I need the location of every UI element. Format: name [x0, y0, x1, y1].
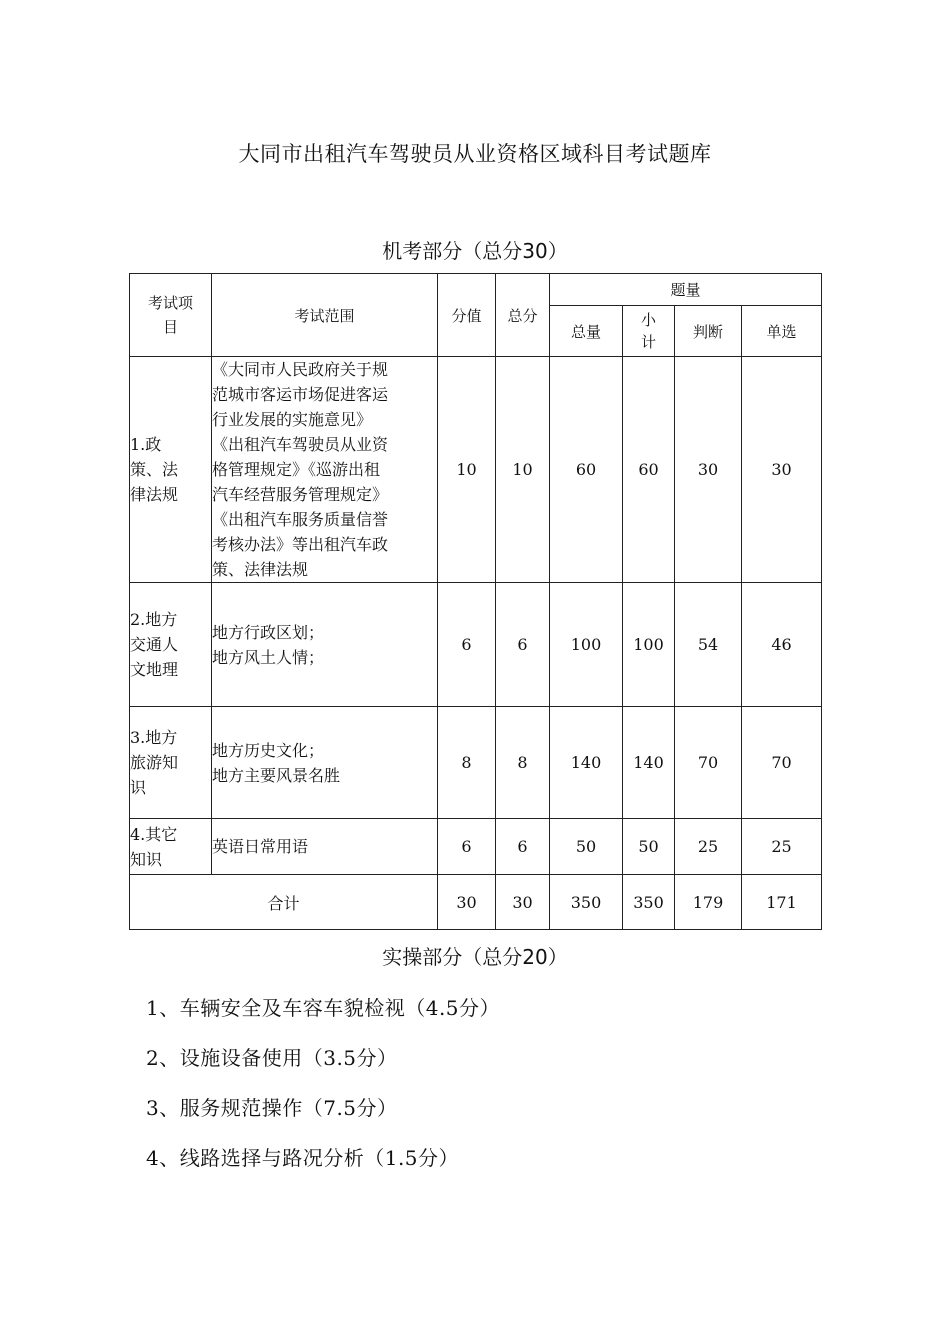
row-judge: 25	[675, 819, 742, 875]
sum-label: 合计	[130, 875, 438, 930]
header-single: 单选	[742, 306, 822, 357]
header-subtotal: 小 计	[623, 306, 675, 357]
header-judge: 判断	[675, 306, 742, 357]
sum-total: 350	[550, 875, 623, 930]
row-item: 4.其它 知识	[130, 819, 212, 875]
table-row	[130, 819, 822, 875]
row-item: 3.地方 旅游知 识	[130, 707, 212, 819]
row-value: 10	[438, 357, 496, 583]
row-subtotal: 140	[623, 707, 675, 819]
sum-score: 30	[496, 875, 550, 930]
sum-row	[130, 875, 822, 930]
row-judge: 30	[675, 357, 742, 583]
sum-judge: 179	[675, 875, 742, 930]
row-subtotal: 50	[623, 819, 675, 875]
row-total: 50	[550, 819, 623, 875]
row-score: 6	[496, 583, 550, 707]
header-scope: 考试范围	[212, 274, 438, 357]
row-single: 25	[742, 819, 822, 875]
row-item: 1.政 策、法 律法规	[130, 357, 212, 583]
row-item: 2.地方 交通人 文地理	[130, 583, 212, 707]
document-title: 大同市出租汽车驾驶员从业资格区域科目考试题库	[238, 142, 712, 166]
row-single: 30	[742, 357, 822, 583]
row-score: 8	[496, 707, 550, 819]
exam-table	[129, 273, 822, 930]
row-score: 6	[496, 819, 550, 875]
header-question-count: 题量	[550, 274, 822, 306]
row-score: 10	[496, 357, 550, 583]
table-row	[130, 707, 822, 819]
header-item: 考试项 目	[130, 274, 212, 357]
row-single: 70	[742, 707, 822, 819]
row-value: 6	[438, 819, 496, 875]
row-judge: 54	[675, 583, 742, 707]
row-subtotal: 100	[623, 583, 675, 707]
computer-section-heading: 机考部分（总分30）	[382, 239, 568, 263]
row-total: 100	[550, 583, 623, 707]
row-total: 140	[550, 707, 623, 819]
practical-item: 4、线路选择与路况分析（1.5分）	[146, 1146, 460, 1170]
row-scope: 《大同市人民政府关于规 范城市客运市场促进客运 行业发展的实施意见》 《出租汽车驾驶员从业资 格管理规定》《巡游出租 汽车经营服务管理规定》 《出租汽车服务质量信誉 考核办法》等出租汽车政 策、法律法规	[212, 357, 438, 583]
sum-value: 30	[438, 875, 496, 930]
row-total: 60	[550, 357, 623, 583]
row-value: 8	[438, 707, 496, 819]
row-value: 6	[438, 583, 496, 707]
row-subtotal: 60	[623, 357, 675, 583]
practical-item: 1、车辆安全及车容车貌检视（4.5分）	[146, 996, 501, 1020]
row-single: 46	[742, 583, 822, 707]
table-row	[130, 357, 822, 583]
header-value: 分值	[438, 274, 496, 357]
table-row	[130, 583, 822, 707]
row-judge: 70	[675, 707, 742, 819]
row-scope: 地方历史文化； 地方主要风景名胜	[212, 707, 438, 819]
practical-item: 3、服务规范操作（7.5分）	[146, 1096, 398, 1120]
sum-subtotal: 350	[623, 875, 675, 930]
sum-single: 171	[742, 875, 822, 930]
practical-section-heading: 实操部分（总分20）	[382, 945, 568, 969]
header-total-score: 总分	[496, 274, 550, 357]
row-scope: 英语日常用语	[212, 819, 438, 875]
header-total: 总量	[550, 306, 623, 357]
practical-item: 2、设施设备使用（3.5分）	[146, 1046, 398, 1070]
row-scope: 地方行政区划； 地方风土人情；	[212, 583, 438, 707]
